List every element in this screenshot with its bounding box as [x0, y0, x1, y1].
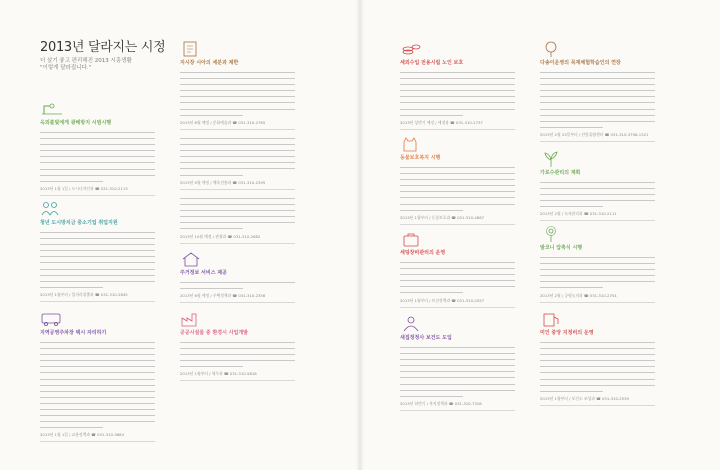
policy-item — [540, 40, 655, 146]
bus-icon — [40, 310, 66, 328]
item-heading: 지시장 시아의 세분과 제한 — [180, 60, 239, 66]
divider — [400, 224, 515, 225]
item-body — [540, 179, 655, 209]
item-body — [180, 339, 295, 369]
item-meta: 2013년 2월 / 공원녹지과 ☎ 031-310-2754 — [540, 292, 617, 298]
people-icon — [40, 200, 66, 218]
policy-item — [540, 225, 655, 306]
item-body — [540, 69, 655, 130]
policy-item — [180, 195, 295, 246]
item-meta: 2013년 하반기 / 복지정책과 ☎ 031-310-7328 — [400, 400, 482, 406]
divider — [180, 243, 295, 244]
item-heading: 공공시설물 중 환경시 사업개발 — [180, 330, 249, 336]
item-body — [400, 164, 515, 213]
flower-icon — [540, 225, 566, 243]
divider — [40, 441, 155, 442]
policy-item — [180, 250, 295, 306]
divider — [540, 141, 655, 142]
item-body — [400, 69, 515, 118]
item-body — [40, 339, 155, 430]
divider — [180, 129, 295, 130]
item-body — [400, 259, 515, 296]
item-body — [40, 129, 155, 184]
gas-icon — [540, 310, 566, 328]
divider — [180, 189, 295, 190]
document-icon — [180, 40, 206, 58]
factory-icon — [180, 310, 206, 328]
item-heading: 청년 도시방치금 중소기업 취업지원 — [40, 220, 118, 226]
item-meta: 2013년 1월부터 / 보건정책과 ☎ 031-310-2557 — [400, 297, 485, 303]
item-heading: 지역공영주차장 택시 자리하기 — [40, 330, 107, 336]
item-heading: 옥외불빛에게 광해방지 시범시행 — [40, 120, 112, 126]
divider — [180, 380, 295, 381]
tree-icon — [540, 40, 566, 58]
page-title: 2013년 달라지는 시정 — [40, 40, 166, 55]
house-icon — [180, 250, 206, 268]
item-body — [400, 344, 515, 399]
cat-icon — [400, 135, 426, 153]
policy-item — [400, 315, 515, 411]
item-body — [40, 229, 155, 290]
policy-item — [40, 200, 155, 306]
item-heading: 주거정보 서비스 제공 — [180, 270, 227, 276]
item-meta: 2013년 2월 23일부터 / 산림휴양센터 ☎ 031-310-3706-1521 — [540, 131, 649, 137]
item-meta: 2013년 10월 예정 / 관광과 ☎ 031-310-2682 — [180, 233, 261, 239]
item-body — [180, 69, 295, 118]
item-meta: 2013년 1월부터 / 보건소 조성과 ☎ 031-310-2539 — [540, 395, 629, 401]
item-body — [180, 195, 295, 232]
item-body — [180, 135, 295, 178]
item-meta: 2013년 1월부터 / 동물보호과 ☎ 031-310-4867 — [400, 214, 485, 220]
policy-item — [540, 310, 655, 406]
item-meta: 2013년 1월부터 / 세무과 ☎ 031-310-5816 — [180, 371, 257, 377]
policy-item — [180, 40, 295, 131]
item-body — [540, 339, 655, 394]
item-heading: 세외수입 전용시립 노인 보호 — [400, 60, 464, 66]
policy-item — [400, 40, 515, 131]
plant-icon — [540, 150, 566, 168]
item-meta: 2013년 1월 1일 / 교통정책과 ☎ 031-310-3664 — [40, 432, 124, 438]
item-meta: 2013년 6월 예정 / 문화예술과 ☎ 031-310-2765 — [180, 119, 266, 125]
item-meta: 2013년 6월 예정 / 주택정책과 ☎ 031-310-2356 — [180, 293, 266, 299]
divider — [40, 301, 155, 302]
item-heading: 발코니 압축식 시행 — [540, 245, 583, 251]
bag-icon — [400, 230, 426, 248]
policy-item — [540, 150, 655, 221]
item-heading: 미인 중앙 지정비의 운영 — [540, 330, 594, 336]
divider — [40, 195, 155, 196]
policy-item — [180, 135, 295, 191]
divider — [400, 307, 515, 308]
person-icon — [400, 315, 426, 333]
divider — [180, 302, 295, 303]
item-heading: 동물보호복지 시행 — [400, 155, 441, 161]
divider — [540, 220, 655, 221]
item-meta: 2013년 1월부터 / 일자리창출과 ☎ 031-310-2845 — [40, 291, 128, 297]
item-meta: 2013년 1월 1일 / 도시디자인과 ☎ 031-310-2113 — [40, 185, 128, 191]
page-subtitle: 더 살기 좋고 편리해진 2013 시흥생활 "이렇게 달라집니다." — [40, 58, 132, 71]
policy-item — [400, 230, 515, 311]
item-meta: 2013년 5월 예정 / 체육진흥과 ☎ 031-310-2395 — [180, 179, 266, 185]
policy-item — [40, 100, 155, 196]
divider — [400, 410, 515, 411]
item-heading: 다송이운영의 목재체험학습인의 연장 — [540, 60, 621, 66]
item-body — [540, 254, 655, 291]
divider — [540, 302, 655, 303]
item-body — [180, 279, 295, 291]
item-heading: 새집정정사 보건도 도입 — [400, 335, 452, 341]
divider — [540, 405, 655, 406]
lamp-icon — [40, 100, 66, 118]
item-meta: 2013년 2월 / 녹지관리과 ☎ 031-310-2111 — [540, 211, 617, 217]
policy-item — [180, 310, 295, 381]
coins-icon — [400, 40, 426, 58]
page-fold — [356, 0, 364, 470]
item-heading: 세팅장비관리의 운영 — [400, 250, 446, 256]
item-meta: 2013년 상반기 예정 / 세정과 ☎ 031-310-2737 — [400, 119, 483, 125]
policy-item — [40, 310, 155, 441]
policy-item — [400, 135, 515, 226]
item-heading: 가로수관리의 계획 — [540, 170, 581, 176]
divider — [400, 129, 515, 130]
